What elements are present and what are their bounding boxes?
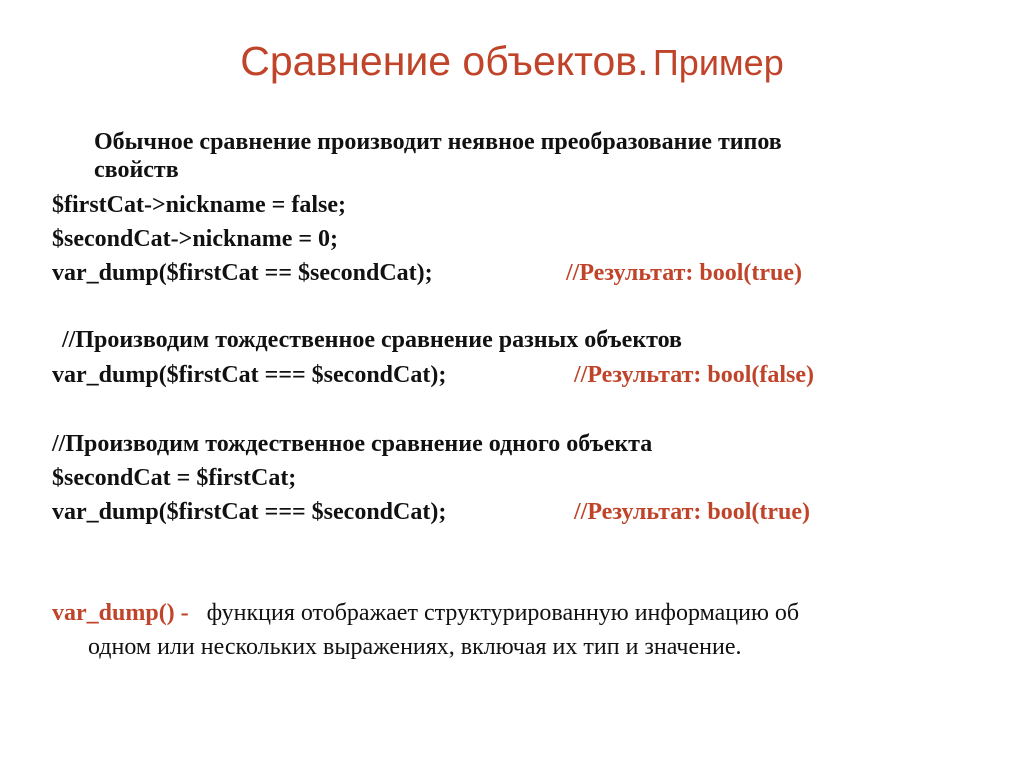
function-name: var_dump() - (52, 600, 189, 626)
code-line-strict-compare-2: var_dump($firstCat === $secondCat); (52, 499, 447, 525)
intro-text-line-2: свойств (94, 157, 179, 183)
description-line-2: одном или нескольких выражениях, включая их тип и значение. (88, 634, 742, 660)
comment-different-objects: //Производим тождественное сравнение разных объектов (62, 327, 682, 353)
result-comment-1: //Результат: bool(true) (566, 260, 803, 286)
code-line-assign: $secondCat = $firstCat; (52, 465, 297, 491)
code-line-strict-compare-1: var_dump($firstCat === $secondCat); (52, 362, 447, 388)
code-line-first-nickname: $firstCat->nickname = false; (52, 192, 346, 218)
description-line-1: функция отображает структурированную информацию об (206, 600, 800, 626)
slide-title-main: Сравнение объектов. (240, 38, 649, 84)
result-comment-2: //Результат: bool(false) (574, 362, 815, 388)
code-line-loose-compare: var_dump($firstCat == $secondCat); (52, 260, 433, 286)
slide-title (0, 38, 1024, 85)
comment-same-object: //Производим тождественное сравнение одного объекта (52, 431, 653, 457)
var-dump-description (52, 596, 952, 664)
result-comment-3: //Результат: bool(true) (574, 499, 811, 525)
code-line-second-nickname: $secondCat->nickname = 0; (52, 226, 339, 252)
intro-text-line-1: Обычное сравнение производит неявное преобразование типов (94, 129, 782, 155)
slide-title-sub: Пример (652, 42, 784, 83)
